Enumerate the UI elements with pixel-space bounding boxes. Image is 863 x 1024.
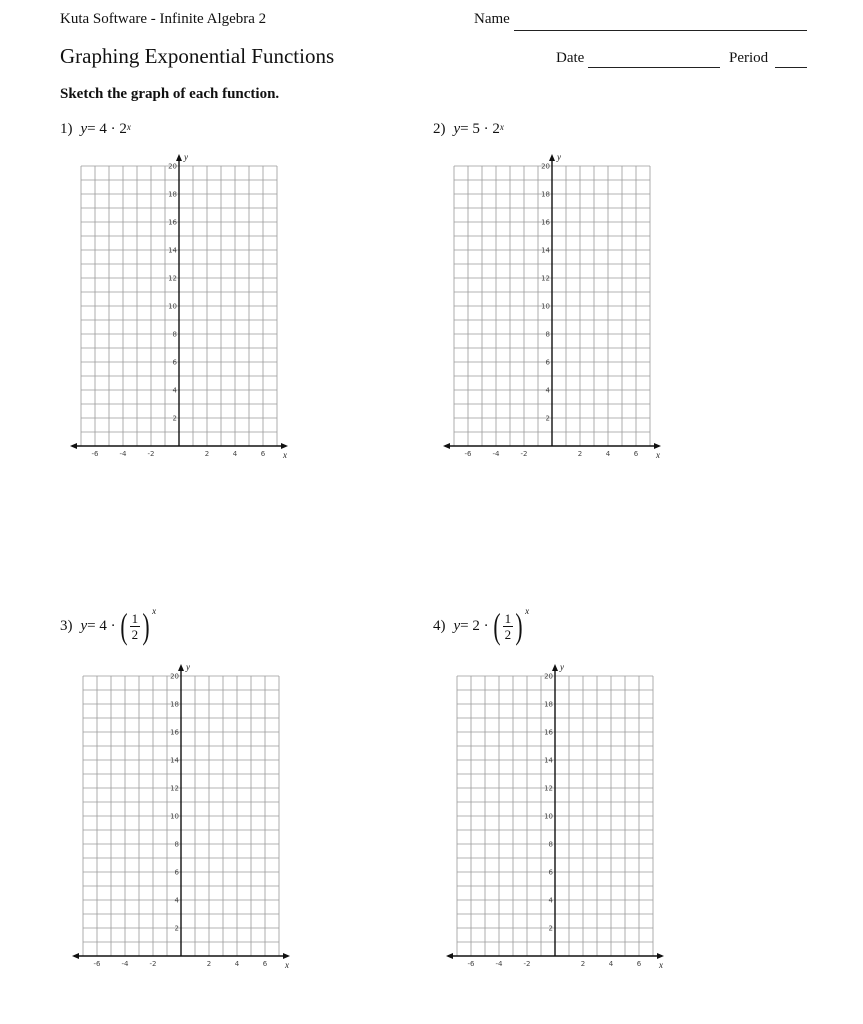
x-tick-label: 4	[232, 450, 238, 458]
y-tick-label: 16	[168, 218, 177, 227]
y-tick-label: 2	[548, 924, 553, 933]
fraction-numerator: 1	[504, 610, 512, 626]
x-axis-label: x	[285, 960, 289, 970]
x-tick-label: 6	[262, 960, 268, 968]
y-tick-label: 2	[174, 924, 179, 933]
problem-4	[433, 608, 531, 644]
y-tick-label: 18	[541, 190, 550, 199]
x-tick-label: -6	[91, 450, 99, 458]
date-label: Date	[556, 50, 585, 66]
problem-lhs: y	[453, 121, 461, 137]
fraction-numerator: 1	[131, 610, 139, 626]
x-axis-label: x	[283, 450, 287, 460]
problem-equation: = 4 ·	[87, 617, 116, 634]
graph-1[interactable]	[70, 152, 295, 464]
y-tick-label: 4	[548, 896, 553, 905]
problem-2	[433, 121, 504, 138]
period-label: Period	[729, 50, 769, 66]
publisher-text: Kuta Software - Infinite Algebra 2	[60, 11, 267, 27]
x-tick-label: 2	[206, 960, 212, 968]
name-field[interactable]	[514, 30, 807, 31]
x-tick-label: -4	[492, 450, 500, 458]
x-tick-label: -4	[495, 960, 503, 968]
name-label: Name	[474, 11, 510, 27]
problem-1	[60, 121, 131, 138]
graph-3[interactable]	[72, 662, 297, 974]
problem-number: 4)	[433, 617, 446, 634]
problem-exponent: x	[152, 606, 157, 616]
problem-equation: = 5 · 2	[460, 121, 500, 137]
y-tick-label: 10	[170, 812, 179, 821]
problem-equation: = 4 · 2	[87, 121, 127, 137]
y-tick-label: 18	[170, 700, 179, 709]
y-tick-label: 6	[545, 358, 550, 367]
problem-lhs: y	[80, 617, 88, 634]
y-tick-label: 12	[168, 274, 177, 283]
problem-3	[60, 608, 158, 644]
y-axis-arrow	[552, 664, 558, 671]
fraction-denominator: 2	[504, 626, 512, 642]
y-axis-arrow	[549, 154, 555, 161]
x-tick-label: 6	[260, 450, 266, 458]
x-tick-label: -6	[464, 450, 472, 458]
fraction-base: ( $\frac{1}{2}$ ) x	[493, 606, 530, 646]
y-tick-label: 10	[544, 812, 553, 821]
problem-number: 1)	[60, 121, 73, 137]
problem-lhs: y	[453, 617, 461, 634]
period-field[interactable]	[775, 67, 807, 68]
y-tick-label: 20	[170, 672, 179, 681]
graph-4[interactable]	[446, 662, 671, 974]
y-tick-label: 2	[545, 414, 550, 423]
x-axis-left-arrow	[70, 443, 77, 449]
y-tick-label: 12	[541, 274, 550, 283]
x-tick-label: 2	[577, 450, 583, 458]
y-tick-label: 20	[544, 672, 553, 681]
y-tick-label: 20	[541, 162, 550, 171]
y-tick-label: 10	[541, 302, 550, 311]
x-tick-label: 2	[204, 450, 210, 458]
x-tick-label: 4	[605, 450, 611, 458]
problem-number: 3)	[60, 617, 73, 634]
y-tick-label: 6	[172, 358, 177, 367]
problem-exponent: x	[525, 606, 530, 616]
problem-equation: = 2 ·	[460, 617, 489, 634]
y-axis-label: y	[560, 662, 564, 672]
y-axis-arrow	[178, 664, 184, 671]
fraction-denominator: 2	[131, 626, 139, 642]
x-tick-label: -4	[119, 450, 127, 458]
x-tick-label: -2	[147, 450, 155, 458]
x-axis-right-arrow	[654, 443, 661, 449]
y-tick-label: 14	[170, 756, 179, 765]
x-tick-label: -6	[93, 960, 101, 968]
y-tick-label: 6	[174, 868, 179, 877]
x-tick-label: -4	[121, 960, 129, 968]
instructions: Sketch the graph of each function.	[60, 86, 280, 102]
y-axis-label: y	[557, 152, 561, 162]
y-tick-label: 12	[544, 784, 553, 793]
problem-lhs: y	[80, 121, 88, 137]
x-axis-right-arrow	[657, 953, 664, 959]
x-tick-label: -6	[467, 960, 475, 968]
x-tick-label: 6	[636, 960, 642, 968]
y-tick-label: 8	[548, 840, 553, 849]
y-tick-label: 4	[174, 896, 179, 905]
x-axis-right-arrow	[281, 443, 288, 449]
y-tick-label: 18	[168, 190, 177, 199]
y-tick-label: 8	[545, 330, 550, 339]
y-axis-arrow	[176, 154, 182, 161]
x-axis-right-arrow	[283, 953, 290, 959]
y-tick-label: 16	[170, 728, 179, 737]
y-tick-label: 8	[172, 330, 177, 339]
y-tick-label: 20	[168, 162, 177, 171]
y-axis-label: y	[186, 662, 190, 672]
y-tick-label: 16	[541, 218, 550, 227]
x-tick-label: 4	[608, 960, 614, 968]
date-field[interactable]	[588, 67, 720, 68]
y-tick-label: 8	[174, 840, 179, 849]
x-axis-label: x	[659, 960, 663, 970]
x-tick-label: -2	[520, 450, 528, 458]
fraction-base: ( $\frac{1}{2}$ ) x	[120, 606, 157, 646]
problem-exponent: x	[499, 121, 504, 132]
x-tick-label: -2	[149, 960, 157, 968]
graph-2[interactable]	[443, 152, 668, 464]
y-tick-label: 4	[545, 386, 550, 395]
y-tick-label: 10	[168, 302, 177, 311]
y-tick-label: 6	[548, 868, 553, 877]
x-axis-left-arrow	[446, 953, 453, 959]
y-tick-label: 2	[172, 414, 177, 423]
x-axis-left-arrow	[72, 953, 79, 959]
y-tick-label: 14	[544, 756, 553, 765]
page-title: Graphing Exponential Functions	[60, 44, 335, 68]
x-tick-label: 2	[580, 960, 586, 968]
x-tick-label: 6	[633, 450, 639, 458]
y-tick-label: 14	[168, 246, 177, 255]
y-tick-label: 4	[172, 386, 177, 395]
x-tick-label: 4	[234, 960, 240, 968]
problem-number: 2)	[433, 121, 446, 137]
y-tick-label: 14	[541, 246, 550, 255]
y-axis-label: y	[184, 152, 188, 162]
x-axis-left-arrow	[443, 443, 450, 449]
y-tick-label: 18	[544, 700, 553, 709]
y-tick-label: 12	[170, 784, 179, 793]
y-tick-label: 16	[544, 728, 553, 737]
x-tick-label: -2	[523, 960, 531, 968]
problem-exponent: x	[126, 121, 131, 132]
x-axis-label: x	[656, 450, 660, 460]
